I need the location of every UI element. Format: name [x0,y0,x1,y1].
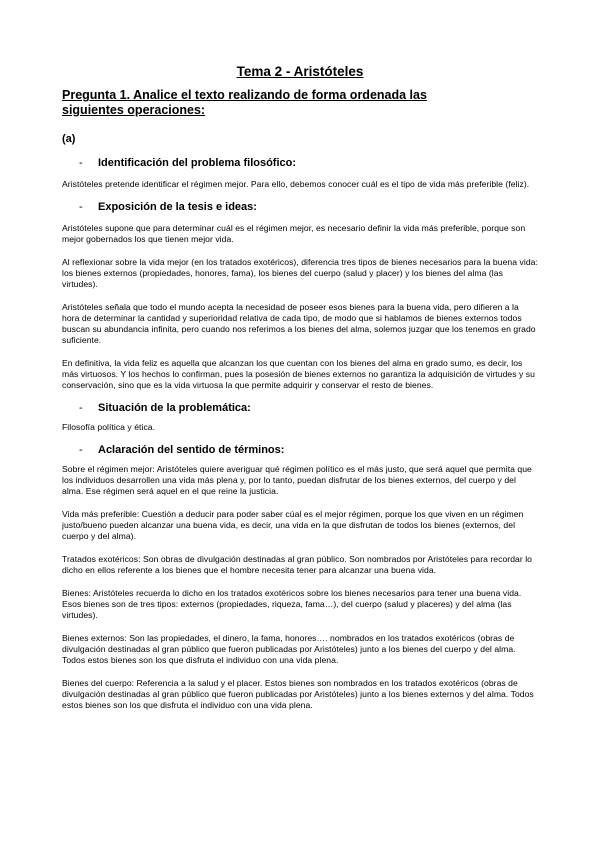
paragraph: Bienes externos: Son las propiedades, el dinero, la fama, honores…. nombrados en los tratados exotéricos (obras de divulgación destinadas al gran público que fueron publicadas por Aristóteles) junto a los bienes del cuerpo y del alma. Todos estos bienes son los que disfruta el individuo con una vida plena. [62,633,516,665]
paragraph: Vida más preferible: Cuestión a deducir para poder saber cúal es el mejor régimen, porque los que viven en un régimen justo/bueno pueden alcanzar una buena vida, es decir, una vida en la que disfrutan de todos los bienes (externos, del cuerpo y del alma). [62,509,524,541]
paragraph: Al reflexionar sobre la vida mejor (en los tratados exotéricos), diferencia tres tipos de bienes necesarios para la buena vida: los bienes externos (propiedades, honores, fama), los bienes del cuerpo (salud y placer) y los bienes del alma (las virtudes). [62,257,538,289]
section-heading-text: Exposición de la tesis e ideas: [98,201,257,213]
paragraph: Filosofía política y ética. [62,422,156,432]
section-heading-text: Situación de la problemática: [98,402,251,414]
section-heading-text: Aclaración del sentido de términos: [98,444,285,456]
section-heading-terms [62,444,538,457]
paragraph: Tratados exotéricos: Son obras de divulgación destinadas al gran público. Son nombrados por Aristóteles para recordar lo dicho en ellos referente a los bienes que el hombre necesita tener para alcanzar una buena vida. [62,554,533,575]
section-heading-text: Identificación del problema filosófico: [98,157,297,169]
paragraph: En definitiva, la vida feliz es aquella que alcanzan los que cuentan con los bienes del alma en grado sumo, es decir, los más virtuosos. Y los hechos lo confirman, pues la posesión de bienes externos no garantiza la adquisición de virtudes y su conservación, sino que es la vida virtuosa la que permite adquirir y conservar el resto de bienes. [62,358,535,390]
paragraph: Aristóteles señala que todo el mundo acepta la necesidad de poseer esos bienes para la buena vida, pero difieren a la hora de determinar la cantidad y superioridad relativa de cada tipo, de modo que si hablamos de bienes externos todos buscan su abundancia infinita, pero cuando nos referimos a los bienes del alma, solemos juzgar que los tenemos en grado suficiente. [62,302,536,345]
paragraph: Bienes: Aristóteles recuerda lo dicho en los tratados exotéricos sobre los bienes necesarios para tener una buena vida. Esos bienes son de tres tipos: externos (propiedades, riqueza, fama…), del cuerpo (salud y placeres) y del alma (las virtudes). [62,588,522,620]
bullet-dash: - [79,402,83,414]
section-heading-thesis [62,201,538,214]
paragraph: Aristóteles pretende identificar el régimen mejor. Para ello, debemos conocer cuál es el tipo de vida más preferible (feliz). [62,179,530,189]
paragraph: Bienes del cuerpo: Referencia a la salud y el placer. Estos bienes son nombrados en los tratados exotéricos (obras de divulgación destinadas al gran público que fueron publicadas por Aristóteles) junto a los bienes externos y del alma. Todos estos bienes son los que disfruta el individuo con una vida plena. [62,678,534,710]
bullet-dash: - [79,201,83,213]
part-label: (a) [62,133,76,145]
paragraph: Sobre el régimen mejor: Aristóteles quiere averiguar qué régimen político es el más justo, que será aquel que permita que los individuos desarrollen una vida más plena y, por lo tanto, puedan disfrutar de los bienes externos, del cuerpo y del alma. Ese régimen será aquel en el que reine la justicia. [62,464,532,496]
page-title: Tema 2 - Aristóteles [236,64,364,79]
bullet-dash: - [79,444,83,456]
bullet-dash: - [79,157,83,169]
question-heading: Pregunta 1. Analice el texto realizando de forma ordenada las siguientes operaciones: [62,88,427,117]
paragraph: Aristóteles supone que para determinar cuál es el régimen mejor, es necesario definir la vida más preferible, porque son mejor gobernados los que tienen mejor vida. [62,223,526,244]
section-heading-problem [62,157,538,170]
section-heading-situation [62,402,538,415]
